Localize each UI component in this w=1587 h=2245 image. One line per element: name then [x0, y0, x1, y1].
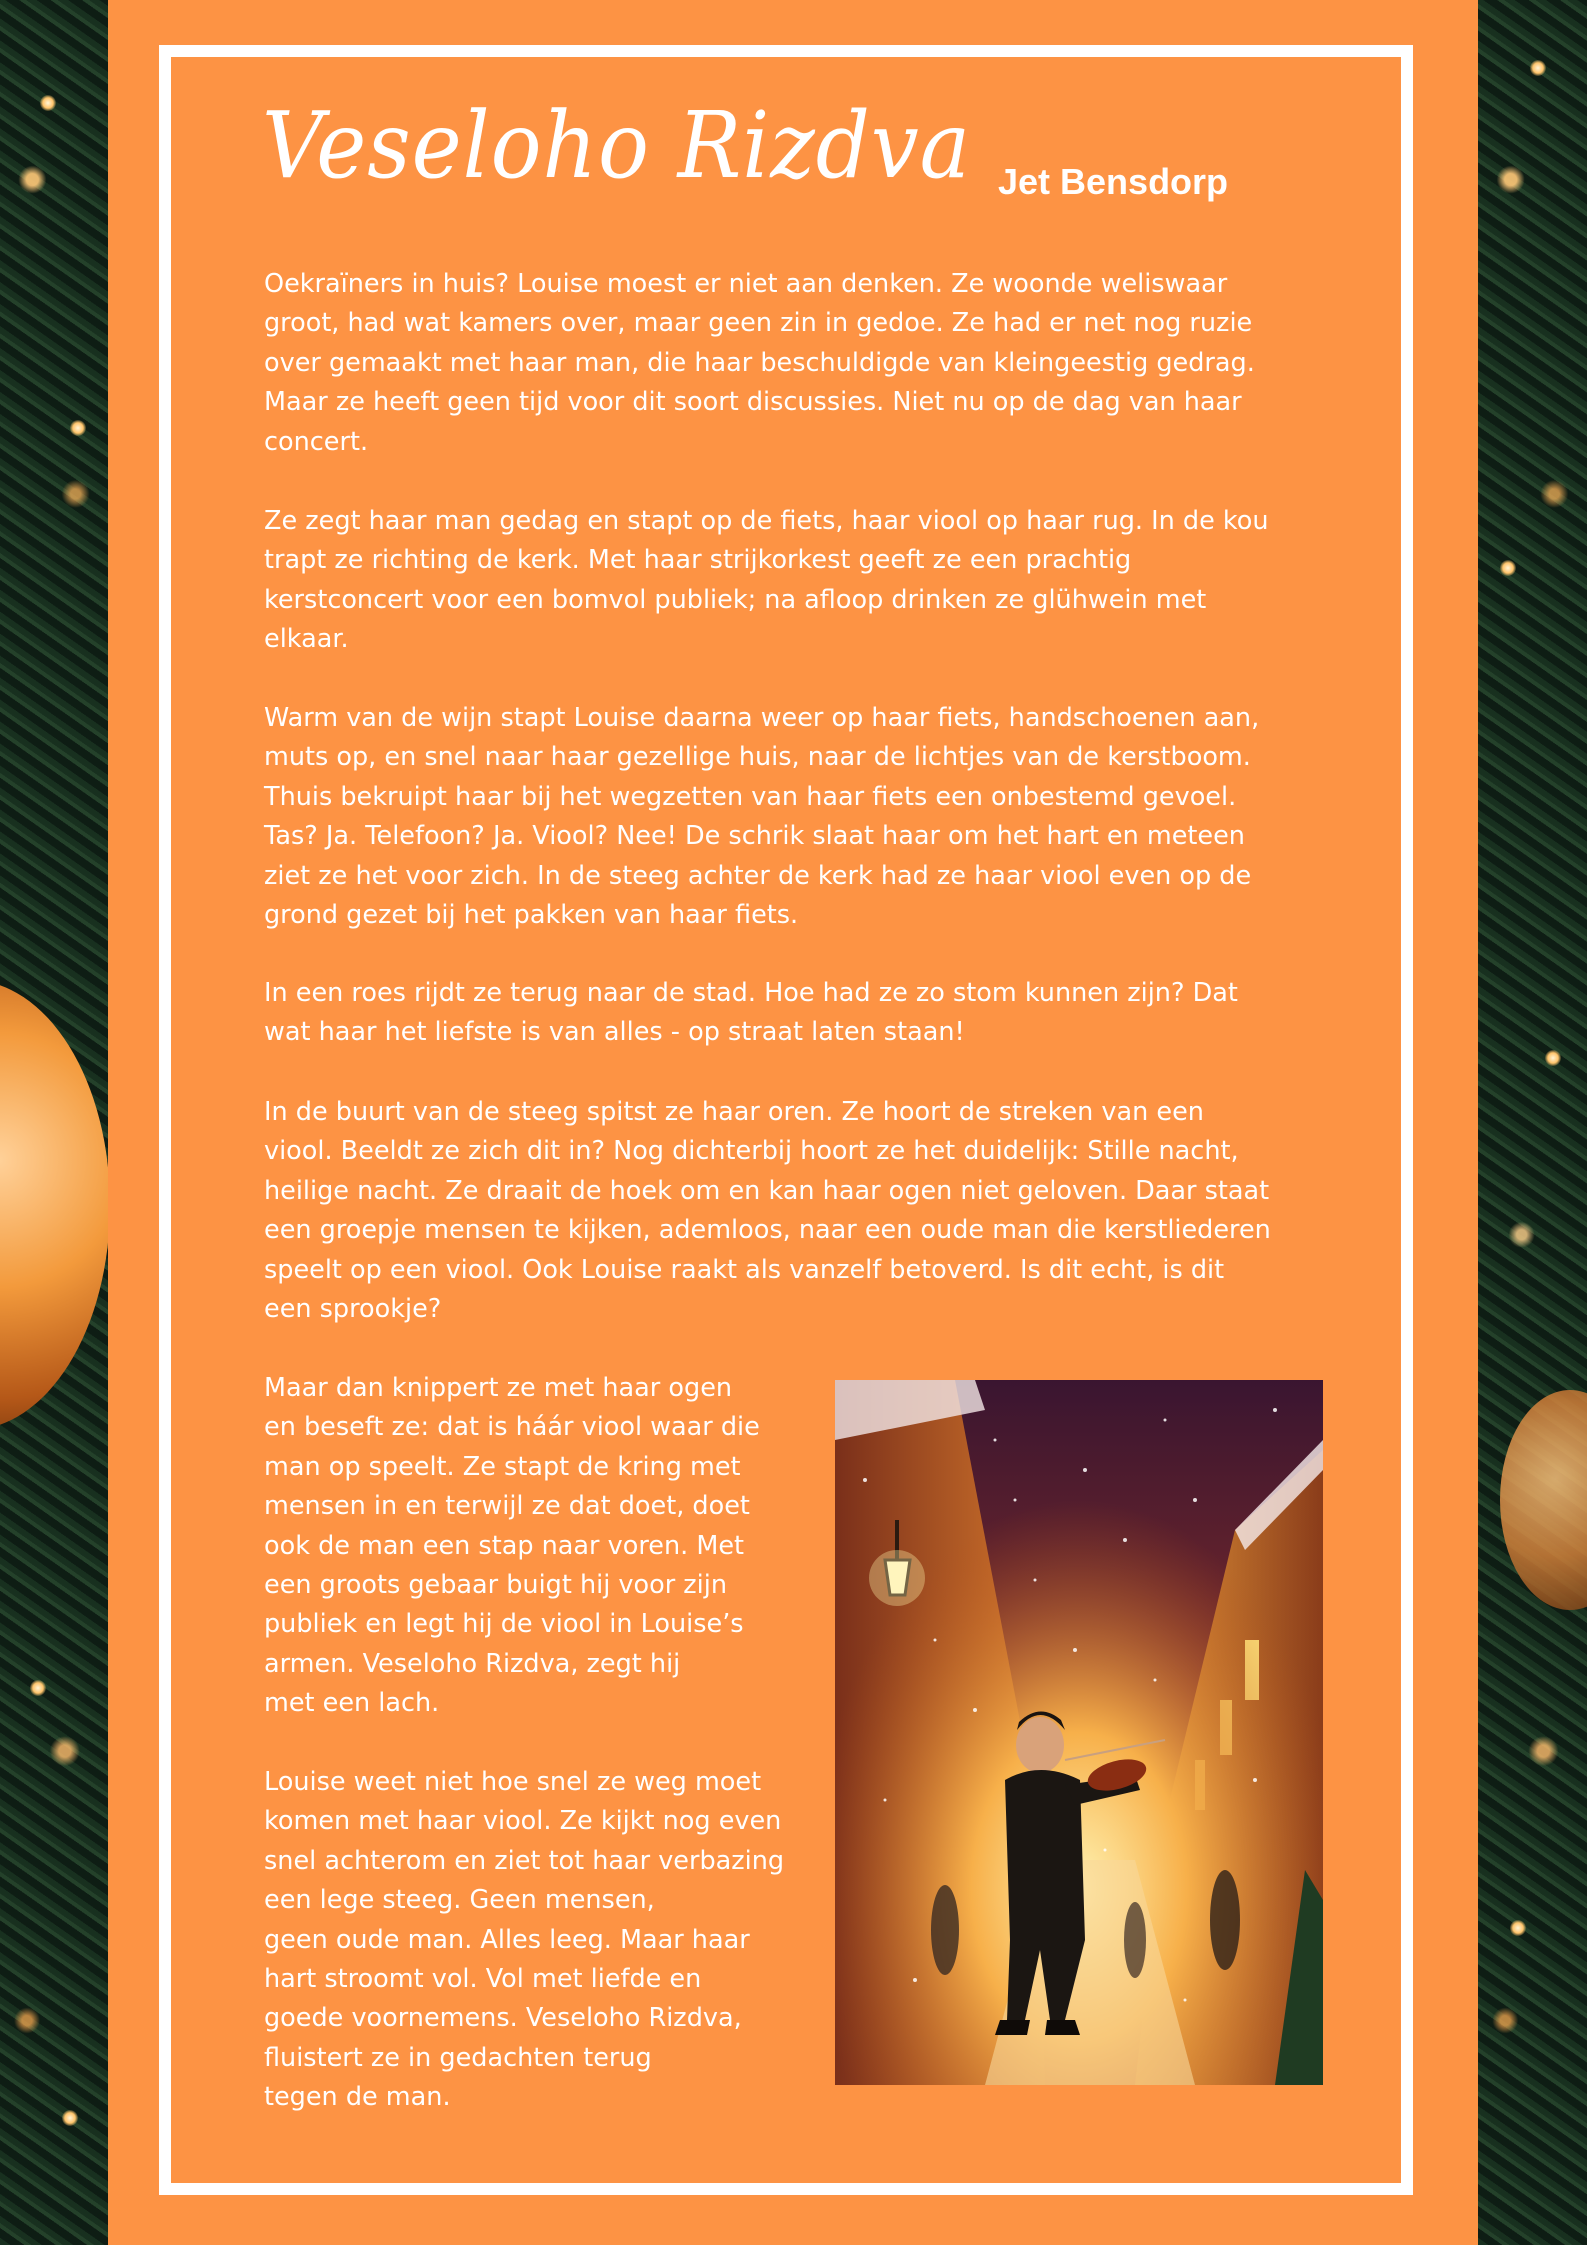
fairy-light	[30, 1680, 46, 1696]
text-line: over gemaakt met haar man, die haar beschuldigde van kleingeestig gedrag.	[264, 347, 1255, 378]
fairy-light	[70, 420, 86, 436]
paragraph-3	[264, 699, 1259, 935]
paragraph-4	[264, 974, 1238, 1053]
text-line: concert.	[264, 426, 369, 457]
text-line: groot, had wat kamers over, maar geen zin in gedoe. Ze had er net nog ruzie	[264, 308, 1253, 339]
text-line: Oekraïners in huis? Louise moest er niet aan denken. Ze woonde weliswaar	[264, 269, 1228, 299]
text-line: geen oude man. Alles leeg. Maar haar	[264, 1924, 750, 1955]
text-line: een lege steeg. Geen mensen,	[264, 1885, 655, 1916]
text-line: grond gezet bij het pakken van haar fiets.	[264, 900, 799, 931]
paragraph-1	[264, 265, 1255, 462]
story-title: Veseloho Rizdva	[262, 92, 972, 199]
text-line: en beseft ze: dat is háár viool waar die	[264, 1412, 760, 1443]
text-line: armen. Veseloho Rizdva, zegt hij	[264, 1648, 681, 1679]
fairy-light	[1545, 1050, 1561, 1066]
text-line: goede voornemens. Veseloho Rizdva,	[264, 2003, 742, 2034]
text-line: ziet ze het voor zich. In de steeg achter de kerk had ze haar viool even op de	[264, 860, 1252, 891]
text-line: snel achterom en ziet tot haar verbazing	[264, 1845, 785, 1876]
fairy-light	[1500, 560, 1516, 576]
paragraph-6	[264, 1369, 760, 1724]
text-line: met een lach.	[264, 1688, 440, 1719]
text-line: een sprookje?	[264, 1294, 442, 1325]
text-line: kerstconcert voor een bomvol publiek; na afloop drinken ze glühwein met	[264, 584, 1207, 615]
text-line: In een roes rijdt ze terug naar de stad. Hoe had ze zo stom kunnen zijn? Dat	[264, 978, 1238, 1008]
paragraph-7	[264, 1763, 784, 2118]
text-line: Maar ze heeft geen tijd voor dit soort discussies. Niet nu op de dag van haar	[264, 387, 1242, 418]
text-line: Warm van de wijn stapt Louise daarna weer op haar fiets, handschoenen aan,	[264, 703, 1260, 733]
text-line: trapt ze richting de kerk. Met haar strijkorkest geeft ze een prachtig	[264, 545, 1132, 576]
text-line: elkaar.	[264, 624, 349, 655]
text-line: heilige nacht. Ze draait de hoek om en kan haar ogen niet geloven. Daar staat	[264, 1175, 1270, 1206]
text-line: Maar dan knippert ze met haar ogen	[264, 1373, 733, 1403]
text-line: mensen in en terwijl ze dat doet, doet	[264, 1491, 750, 1522]
text-line: Ze zegt haar man gedag en stapt op de fiets, haar viool op haar rug. In de kou	[264, 506, 1269, 536]
text-line: een groepje mensen te kijken, ademloos, naar een oude man die kerstliederen	[264, 1215, 1271, 1246]
text-line: hart stroomt vol. Vol met liefde en	[264, 1964, 702, 1995]
fairy-light	[62, 2110, 78, 2126]
paragraph-5	[264, 1093, 1271, 1329]
text-line: Tas? Ja. Telefoon? Ja. Viool? Nee! De schrik slaat haar om het hart en meteen	[264, 821, 1245, 852]
fairy-light	[1510, 1920, 1526, 1936]
text-line: wat haar het liefste is van alles - op straat laten staan!	[264, 1017, 965, 1048]
text-line: viool. Beeldt ze zich dit in? Nog dichterbij hoort ze het duidelijk: Stille nacht,	[264, 1136, 1239, 1167]
christmas-tree-backdrop-right	[1478, 0, 1587, 2245]
text-line: tegen de man.	[264, 2082, 451, 2113]
text-line: Thuis bekruipt haar bij het wegzetten van haar fiets een onbestemd gevoel.	[264, 781, 1237, 812]
fairy-light	[1530, 60, 1546, 76]
paragraph-2	[264, 502, 1269, 660]
text-line: In de buurt van de steeg spitst ze haar oren. Ze hoort de streken van een	[264, 1097, 1204, 1127]
text-line: komen met haar viool. Ze kijkt nog even	[264, 1806, 782, 1837]
text-line: man op speelt. Ze stapt de kring met	[264, 1451, 741, 1482]
text-line: muts op, en snel naar haar gezellige huis, naar de lichtjes van de kerstboom.	[264, 742, 1251, 773]
text-line: fluistert ze in gedachten terug	[264, 2042, 652, 2073]
text-line: een groots gebaar buigt hij voor zijn	[264, 1570, 728, 1601]
violinist-alley-illustration	[835, 1380, 1323, 2085]
text-line: ook de man een stap naar voren. Met	[264, 1530, 745, 1561]
author-name: Jet Bensdorp	[998, 161, 1229, 202]
fairy-light	[40, 95, 56, 111]
text-line: publiek en legt hij de viool in Louise’s	[264, 1609, 744, 1640]
text-line: speelt op een viool. Ook Louise raakt als vanzelf betoverd. Is dit echt, is dit	[264, 1254, 1225, 1285]
text-line: Louise weet niet hoe snel ze weg moet	[264, 1767, 762, 1797]
